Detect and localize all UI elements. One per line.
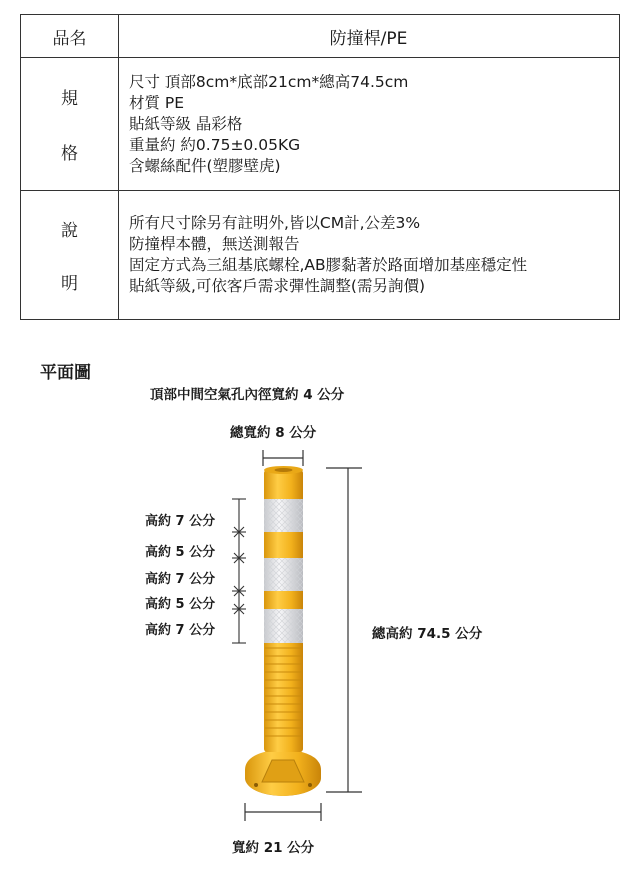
- desc-line: 貼紙等級,可依客戶需求彈性調整(需另詢價): [129, 277, 426, 295]
- segment-height-label: 高約 5 公分: [145, 545, 216, 560]
- spec-line: 含螺絲配件(塑膠壁虎): [129, 156, 281, 175]
- desc-line: 防撞桿本體，無送測報告: [129, 235, 300, 253]
- product-name-label: 品名: [21, 15, 119, 58]
- spec-label-char-1: 規: [61, 89, 78, 109]
- reflective-band: [264, 499, 303, 532]
- base-width-dimension: [245, 803, 321, 821]
- spec-line: 重量約 約0.75±0.05KG: [129, 135, 301, 154]
- desc-label-char-1: 說: [61, 221, 78, 241]
- segment-dimension-chain: [232, 499, 246, 643]
- desc-line: 固定方式為三組基底螺栓,AB膠黏著於路面增加基座穩定性: [129, 256, 528, 274]
- reflective-band: [264, 558, 303, 591]
- top-width-label: 總寬約 8 公分: [230, 425, 317, 441]
- segment-height-label: 高約 7 公分: [145, 572, 216, 587]
- segment-height-label: 高約 5 公分: [145, 597, 216, 612]
- base-width-label: 寬約 21 公分: [232, 840, 315, 856]
- spec-line: 尺寸 頂部8cm*底部21cm*總高74.5cm: [129, 72, 409, 91]
- segment-height-label: 高約 7 公分: [145, 623, 216, 638]
- spec-line: 貼紙等級 晶彩格: [129, 114, 243, 133]
- total-height-label: 總高約 74.5 公分: [372, 626, 483, 642]
- top-hole-label: 頂部中間空氣孔內徑寬約 4 公分: [150, 387, 345, 403]
- top-width-dimension: [263, 450, 303, 466]
- desc-label-char-2: 明: [61, 274, 78, 294]
- spec-label-char-2: 格: [61, 144, 78, 164]
- total-height-dimension: [326, 468, 362, 792]
- bollard-base: [245, 749, 321, 796]
- spec-line: 材質 PE: [129, 93, 185, 112]
- desc-line: 所有尺寸除另有註明外,皆以CM計,公差3%: [129, 214, 421, 232]
- reflective-band: [264, 609, 303, 643]
- segment-height-label: 高約 7 公分: [145, 514, 216, 529]
- product-name-value: 防撞桿/PE: [119, 15, 620, 58]
- section-title: 平面圖: [40, 363, 91, 383]
